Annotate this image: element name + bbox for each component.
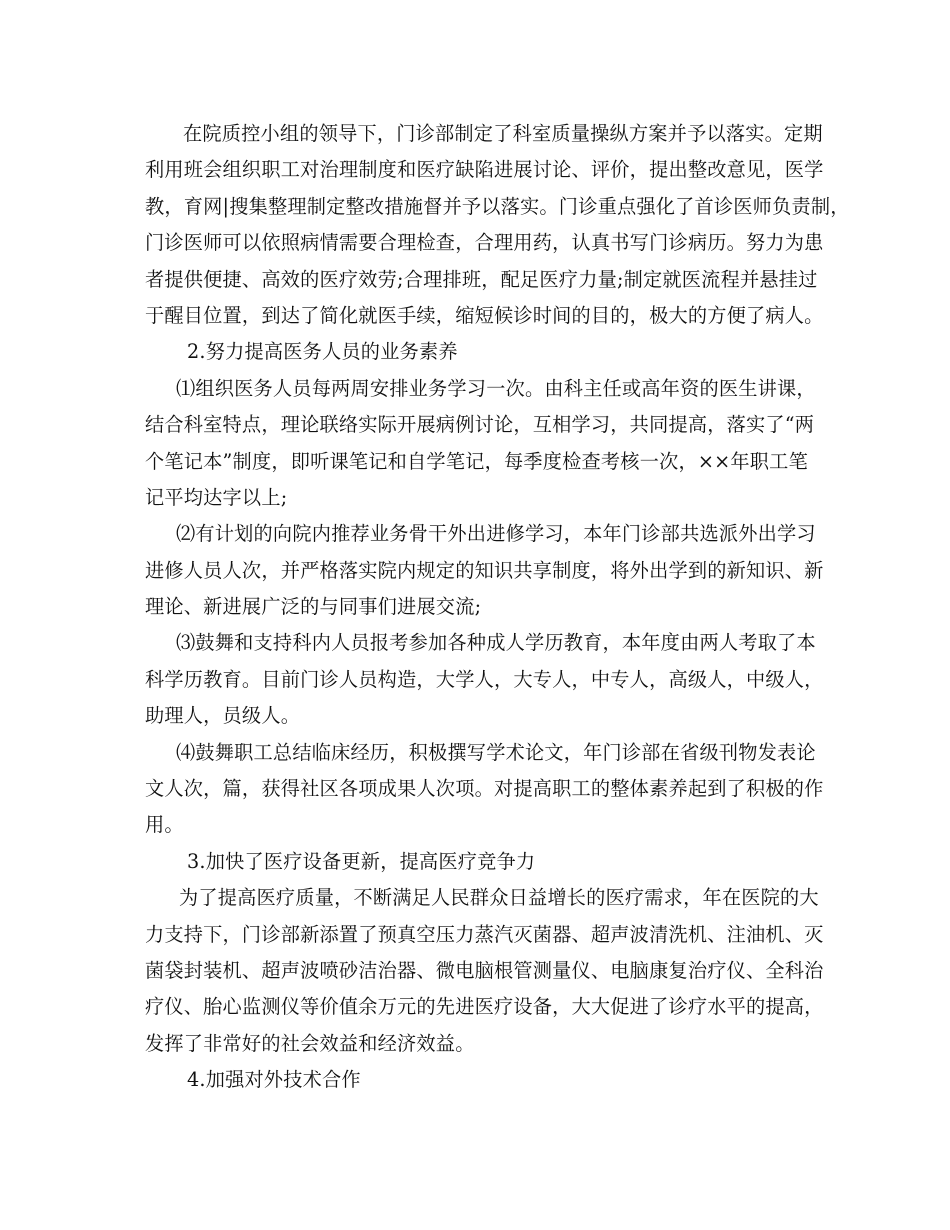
section-heading-2 (145, 334, 813, 370)
text-line: ⑷鼓舞职工总结临床经历，积极撰写学术论文，年门诊部在省级刊物发表论 (176, 740, 816, 764)
paragraph-item-1 (145, 371, 816, 517)
text-line: 助理人，员级人。 (145, 704, 301, 728)
section-heading: 2.努力提高医务人员的业务素养 (187, 340, 458, 364)
text-line: 科学历教育。目前门诊人员构造，大学人，大专人，中专人，高级人，中级人， (145, 667, 824, 691)
text-line: 疗仪、胎心监测仪等价值余万元的先进医疗设备，大大促进了诊疗水平的提高， (145, 995, 824, 1019)
section-heading-4 (145, 1062, 813, 1098)
text-line: 进修人员人次，并严格落实院内规定的知识共享制度，将外出学到的新知识、新 (145, 558, 824, 582)
paragraph-quality-control (145, 116, 850, 334)
paragraph-equipment (145, 880, 824, 1062)
text-line: 个笔记本”制度，即听课笔记和自学笔记，每季度检查考核一次，××年职工笔 (145, 449, 808, 473)
text-line: 用。 (145, 813, 184, 837)
text-line: 结合科室特点，理论联络实际开展病例讨论，互相学习，共同提高，落实了“两 (145, 413, 815, 437)
text-line: 于醒目位置，到达了简化就医手续，缩短候诊时间的目的，极大的方便了病人。 (145, 303, 824, 327)
section-heading: 4.加强对外技术合作 (187, 1068, 361, 1092)
text-line: 门诊医师可以依照病情需要合理检查，合理用药，认真书写门诊病历。努力为患 (145, 231, 824, 255)
paragraph-item-3 (145, 625, 824, 734)
section-heading: 3.加快了医疗设备更新，提高医疗竞争力 (187, 849, 536, 873)
text-line: 力支持下，门诊部新添置了预真空压力蒸汽灭菌器、超声波清洗机、注油机、灭 (145, 922, 824, 946)
text-line: 利用班会组织职工对治理制度和医疗缺陷进展讨论、评价，提出整改意见，医学 (145, 158, 824, 182)
section-heading-3 (145, 844, 813, 880)
paragraph-item-4 (145, 735, 824, 844)
text-line: 记平均达字以上; (145, 485, 288, 509)
text-line: 菌袋封装机、超声波喷砂洁治器、微电脑根管测量仪、电脑康复治疗仪、全科治 (145, 958, 824, 982)
document-body (145, 116, 850, 1099)
text-line: ⑴组织医务人员每两周安排业务学习一次。由科主任或高年资的医生讲课， (176, 376, 816, 400)
paragraph-item-2 (145, 516, 824, 625)
text-line: 理论、新进展广泛的与同事们进展交流; (145, 595, 482, 619)
text-line: 文人次，篇，获得社区各项成果人次项。对提高职工的整体素养起到了积极的作 (145, 777, 824, 801)
text-line: ⑵有计划的向院内推荐业务骨干外出进修学习，本年门诊部共选派外出学习 (176, 522, 816, 546)
text-line: 在院质控小组的领导下，门诊部制定了科室质量操纵方案并予以落实。定期 (183, 122, 823, 145)
text-line: ⑶鼓舞和支持科内人员报考参加各种成人学历教育，本年度由两人考取了本 (176, 631, 816, 655)
text-line: 发挥了非常好的社会效益和经济效益。 (145, 1031, 475, 1055)
text-line: 教，育网|搜集整理制定整改措施督并予以落实。门诊重点强化了首诊医师负责制， (145, 194, 850, 218)
text-line: 者提供便捷、高效的医疗效劳;合理排班，配足医疗力量;制定就医流程并悬挂过 (145, 267, 818, 291)
text-line: 为了提高医疗质量，不断满足人民群众日益增长的医疗需求，年在医院的大 (179, 886, 819, 910)
